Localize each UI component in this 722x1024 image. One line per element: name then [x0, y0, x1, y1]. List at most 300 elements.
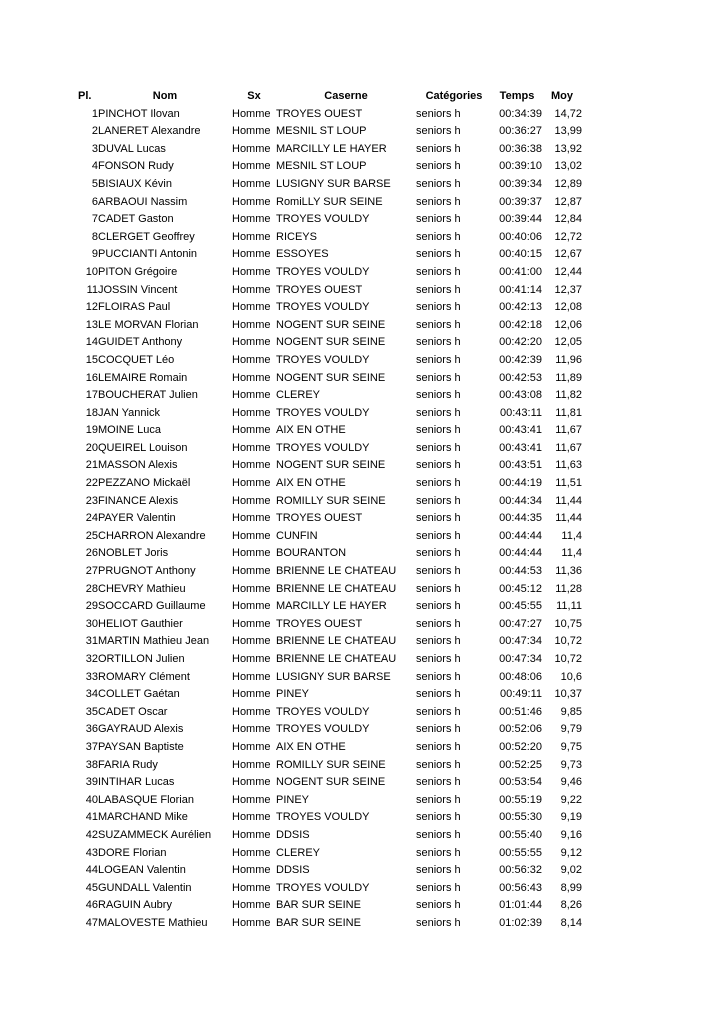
cell-nom: ARBAOUI Nassim	[98, 195, 188, 208]
table-row	[78, 282, 582, 300]
cell-place: 31	[85, 635, 98, 648]
cell-temps: 00:53:54	[499, 776, 542, 789]
cell-place: 17	[85, 389, 98, 402]
cell-moy: 11,81	[555, 406, 582, 419]
table-row	[78, 229, 582, 247]
cell-sx: Homme	[232, 529, 271, 542]
table-row	[78, 669, 582, 687]
cell-caserne: RICEYS	[276, 230, 317, 243]
cell-moy: 13,99	[554, 125, 582, 138]
cell-sx: Homme	[232, 424, 271, 437]
cell-moy: 12,89	[554, 177, 582, 190]
cell-sx: Homme	[232, 793, 271, 806]
cell-caserne: NOGENT SUR SEINE	[276, 776, 386, 789]
cell-moy: 11,82	[555, 389, 582, 402]
cell-moy: 11,36	[555, 565, 582, 578]
cell-moy: 11,63	[555, 459, 582, 472]
table-header	[78, 88, 582, 106]
cell-caserne: TROYES VOULDY	[276, 213, 370, 226]
cell-sx: Homme	[232, 248, 271, 261]
cell-categories: seniors h	[416, 195, 461, 208]
cell-place: 32	[85, 653, 98, 665]
cell-nom: LEMAIRE Romain	[98, 371, 188, 384]
cell-caserne: PINEY	[276, 688, 310, 701]
cell-place: 46	[85, 899, 98, 912]
cell-categories: seniors h	[416, 230, 461, 243]
cell-place: 45	[85, 881, 98, 894]
cell-sx: Homme	[232, 353, 271, 366]
cell-temps: 00:55:19	[499, 793, 542, 806]
cell-place: 21	[85, 459, 98, 472]
cell-moy: 11,44	[555, 494, 582, 507]
table-row	[78, 475, 582, 493]
cell-moy: 11,51	[555, 477, 582, 490]
cell-sx: Homme	[232, 477, 271, 490]
cell-moy: 9,12	[560, 846, 582, 859]
cell-sx: Homme	[232, 811, 271, 824]
cell-sx: Homme	[232, 265, 271, 278]
cell-place: 19	[85, 424, 98, 437]
cell-categories: seniors h	[416, 653, 461, 665]
cell-sx: Homme	[232, 758, 271, 771]
cell-sx: Homme	[232, 512, 271, 525]
cell-caserne: MARCILLY LE HAYER	[276, 142, 387, 155]
cell-temps: 00:41:14	[499, 283, 542, 296]
cell-sx: Homme	[232, 406, 271, 419]
cell-temps: 00:52:06	[499, 723, 542, 736]
cell-categories: seniors h	[416, 776, 461, 789]
table-row	[78, 774, 582, 792]
cell-categories: seniors h	[416, 142, 461, 155]
cell-place: 6	[91, 195, 98, 208]
cell-nom: PITON Grégoire	[98, 265, 178, 278]
cell-nom: LANERET Alexandre	[98, 125, 201, 138]
cell-place: 37	[85, 740, 98, 753]
cell-moy: 12,08	[554, 301, 582, 314]
table-row	[78, 616, 582, 634]
table-row	[78, 405, 582, 423]
cell-caserne: AIX EN OTHE	[276, 424, 346, 437]
table-row	[78, 457, 582, 475]
cell-temps: 00:44:53	[499, 565, 542, 578]
table-row	[78, 194, 582, 212]
cell-categories: seniors h	[416, 846, 461, 859]
cell-moy: 12,87	[554, 195, 582, 208]
cell-categories: seniors h	[416, 441, 461, 454]
cell-sx: Homme	[232, 705, 271, 718]
cell-caserne: BRIENNE LE CHATEAU	[276, 582, 397, 595]
cell-nom: LABASQUE Florian	[98, 793, 194, 806]
cell-caserne: TROYES VOULDY	[276, 705, 370, 718]
cell-categories: seniors h	[416, 125, 461, 138]
cell-sx: Homme	[232, 301, 271, 314]
table-row	[78, 352, 582, 370]
cell-place: 9	[91, 248, 98, 261]
cell-categories: seniors h	[416, 213, 461, 226]
table-row	[78, 651, 582, 669]
table-row	[78, 598, 582, 616]
cell-nom: SOCCARD Guillaume	[98, 600, 206, 613]
cell-temps: 00:43:41	[499, 441, 542, 454]
cell-moy: 11,67	[555, 441, 582, 454]
cell-temps: 00:45:12	[499, 582, 542, 595]
table-row	[78, 704, 582, 722]
table-row	[78, 827, 582, 845]
cell-place: 4	[91, 160, 98, 173]
cell-categories: seniors h	[416, 740, 461, 753]
cell-caserne: TROYES VOULDY	[276, 265, 370, 278]
table-row	[78, 422, 582, 440]
cell-categories: seniors h	[416, 916, 461, 929]
cell-moy: 11,28	[555, 582, 582, 595]
cell-caserne: ESSOYES	[276, 248, 329, 261]
cell-sx: Homme	[232, 494, 271, 507]
cell-nom: COCQUET Léo	[98, 353, 175, 366]
cell-nom: MOINE Luca	[98, 424, 161, 437]
cell-place: 23	[85, 494, 98, 507]
cell-temps: 00:55:55	[499, 846, 542, 859]
cell-categories: seniors h	[416, 301, 461, 314]
results-table	[78, 88, 582, 933]
cell-caserne: NOGENT SUR SEINE	[276, 459, 386, 472]
cell-nom: MARTIN Mathieu Jean	[98, 635, 210, 648]
cell-place: 33	[85, 670, 98, 683]
cell-temps: 00:39:34	[499, 177, 542, 190]
cell-nom: FLOIRAS Paul	[98, 301, 171, 314]
cell-temps: 00:42:20	[499, 336, 542, 349]
cell-caserne: BRIENNE LE CHATEAU	[276, 653, 397, 665]
cell-temps: 00:34:39	[499, 107, 542, 120]
cell-sx: Homme	[232, 547, 271, 560]
cell-sx: Homme	[232, 617, 271, 630]
cell-categories: seniors h	[416, 512, 461, 525]
cell-temps: 01:02:39	[499, 916, 542, 929]
cell-place: 36	[85, 723, 98, 736]
cell-caserne: PINEY	[276, 793, 310, 806]
cell-categories: seniors h	[416, 688, 461, 701]
column-header-temps: Temps	[499, 90, 535, 102]
cell-place: 28	[85, 582, 98, 595]
cell-moy: 8,26	[560, 899, 582, 912]
cell-sx: Homme	[232, 740, 271, 753]
cell-nom: FONSON Rudy	[98, 160, 174, 173]
cell-sx: Homme	[232, 776, 271, 789]
cell-temps: 00:55:30	[499, 811, 542, 824]
table-row	[78, 792, 582, 810]
cell-temps: 00:44:34	[499, 494, 542, 507]
cell-caserne: MARCILLY LE HAYER	[276, 600, 387, 613]
cell-sx: Homme	[232, 213, 271, 226]
cell-temps: 00:48:06	[499, 670, 542, 683]
cell-caserne: BRIENNE LE CHATEAU	[276, 635, 397, 648]
cell-nom: FARIA Rudy	[98, 758, 158, 771]
cell-temps: 00:44:44	[499, 529, 542, 542]
cell-nom: JOSSIN Vincent	[98, 283, 178, 296]
cell-temps: 00:43:11	[499, 406, 542, 419]
cell-moy: 11,67	[555, 424, 582, 437]
cell-place: 15	[85, 353, 98, 366]
cell-moy: 12,37	[554, 283, 582, 296]
cell-nom: INTIHAR Lucas	[98, 776, 175, 789]
cell-place: 27	[85, 565, 98, 578]
cell-moy: 9,73	[560, 758, 582, 771]
cell-place: 1	[91, 107, 98, 120]
cell-sx: Homme	[232, 881, 271, 894]
cell-moy: 11,96	[555, 353, 582, 366]
cell-temps: 00:39:44	[499, 213, 542, 226]
cell-categories: seniors h	[416, 529, 461, 542]
cell-caserne: TROYES OUEST	[276, 107, 363, 120]
cell-caserne: CLEREY	[276, 846, 321, 859]
cell-categories: seniors h	[416, 336, 461, 349]
cell-moy: 9,19	[560, 811, 582, 824]
table-row	[78, 317, 582, 335]
cell-place: 16	[85, 371, 98, 384]
cell-temps: 00:42:39	[499, 353, 542, 366]
cell-nom: CHEVRY Mathieu	[98, 582, 186, 595]
cell-place: 38	[85, 758, 98, 771]
cell-moy: 13,92	[554, 142, 582, 155]
cell-caserne: MESNIL ST LOUP	[276, 125, 367, 138]
cell-nom: MASSON Alexis	[98, 459, 178, 472]
cell-place: 47	[85, 916, 98, 929]
cell-categories: seniors h	[416, 864, 461, 877]
cell-sx: Homme	[232, 283, 271, 296]
table-body	[78, 106, 582, 933]
column-header-nom: Nom	[152, 90, 178, 102]
cell-nom: PAYSAN Baptiste	[98, 740, 184, 753]
table-row	[78, 809, 582, 827]
table-row	[78, 493, 582, 511]
cell-sx: Homme	[232, 336, 271, 349]
cell-moy: 12,84	[554, 213, 582, 226]
cell-categories: seniors h	[416, 811, 461, 824]
cell-moy: 14,72	[554, 107, 582, 120]
table-row	[78, 334, 582, 352]
cell-categories: seniors h	[416, 248, 461, 261]
cell-temps: 00:51:46	[499, 705, 542, 718]
cell-categories: seniors h	[416, 283, 461, 296]
cell-place: 29	[85, 600, 98, 613]
cell-categories: seniors h	[416, 828, 461, 841]
cell-nom: QUEIREL Louison	[98, 441, 188, 454]
cell-caserne: CUNFIN	[276, 529, 318, 542]
cell-nom: GUNDALL Valentin	[98, 881, 192, 894]
cell-sx: Homme	[232, 582, 271, 595]
table-row	[78, 721, 582, 739]
cell-caserne: BAR SUR SEINE	[276, 899, 361, 912]
cell-place: 25	[85, 529, 98, 542]
cell-caserne: BRIENNE LE CHATEAU	[276, 565, 397, 578]
cell-nom: PAYER Valentin	[98, 512, 176, 525]
cell-sx: Homme	[232, 371, 271, 384]
cell-categories: seniors h	[416, 899, 461, 912]
cell-categories: seniors h	[416, 371, 461, 384]
cell-caserne: TROYES OUEST	[276, 617, 363, 630]
table-row	[78, 123, 582, 141]
cell-nom: MARCHAND Mike	[98, 811, 188, 824]
cell-nom: CADET Oscar	[98, 705, 168, 718]
cell-place: 20	[85, 441, 98, 454]
cell-place: 35	[85, 705, 98, 718]
cell-place: 18	[85, 406, 98, 419]
cell-nom: NOBLET Joris	[98, 547, 169, 560]
table-row	[78, 106, 582, 124]
cell-sx: Homme	[232, 864, 271, 877]
table-row	[78, 915, 582, 933]
cell-moy: 11,89	[555, 371, 582, 384]
cell-nom: FINANCE Alexis	[98, 494, 179, 507]
cell-sx: Homme	[232, 125, 271, 138]
table-row	[78, 581, 582, 599]
cell-temps: 00:40:06	[499, 230, 542, 243]
cell-nom: HELIOT Gauthier	[98, 617, 183, 630]
cell-caserne: BAR SUR SEINE	[276, 916, 361, 929]
cell-temps: 00:42:53	[499, 371, 542, 384]
cell-caserne: NOGENT SUR SEINE	[276, 371, 386, 384]
table-row	[78, 176, 582, 194]
cell-moy: 12,44	[554, 265, 582, 278]
cell-place: 41	[85, 811, 98, 824]
cell-temps: 00:41:00	[499, 265, 542, 278]
cell-sx: Homme	[232, 899, 271, 912]
column-header-caserne: Caserne	[324, 90, 368, 102]
cell-moy: 11,4	[561, 547, 582, 560]
cell-nom: DORE Florian	[98, 846, 167, 859]
cell-nom: CHARRON Alexandre	[98, 529, 206, 542]
table-row	[78, 897, 582, 915]
cell-categories: seniors h	[416, 459, 461, 472]
cell-categories: seniors h	[416, 353, 461, 366]
cell-sx: Homme	[232, 230, 271, 243]
cell-moy: 11,44	[555, 512, 582, 525]
table-row	[78, 880, 582, 898]
table-row	[78, 633, 582, 651]
cell-temps: 00:44:44	[499, 547, 542, 560]
cell-nom: GAYRAUD Alexis	[98, 723, 184, 736]
cell-sx: Homme	[232, 670, 271, 683]
cell-sx: Homme	[232, 688, 271, 701]
cell-moy: 9,75	[560, 740, 582, 753]
cell-temps: 00:55:40	[499, 828, 542, 841]
cell-sx: Homme	[232, 441, 271, 454]
cell-place: 43	[85, 846, 98, 859]
cell-temps: 00:43:41	[499, 424, 542, 437]
cell-temps: 00:52:20	[499, 740, 542, 753]
cell-moy: 9,16	[560, 828, 582, 841]
cell-sx: Homme	[232, 916, 271, 929]
cell-caserne: TROYES VOULDY	[276, 881, 370, 894]
cell-place: 44	[85, 864, 98, 877]
cell-temps: 00:42:18	[499, 318, 542, 331]
cell-moy: 8,99	[560, 881, 582, 894]
cell-categories: seniors h	[416, 723, 461, 736]
cell-caserne: TROYES VOULDY	[276, 441, 370, 454]
cell-place: 14	[85, 336, 98, 349]
column-header-sx: Sx	[247, 90, 261, 102]
cell-caserne: RomiLLY SUR SEINE	[276, 195, 383, 208]
table-row	[78, 246, 582, 264]
cell-sx: Homme	[232, 177, 271, 190]
cell-moy: 10,37	[554, 688, 582, 701]
cell-nom: CADET Gaston	[98, 213, 174, 226]
cell-moy: 12,72	[554, 230, 582, 243]
table-row	[78, 563, 582, 581]
cell-place: 12	[85, 301, 98, 314]
cell-caserne: DDSIS	[276, 828, 310, 841]
table-row	[78, 739, 582, 757]
cell-temps: 00:44:19	[499, 477, 542, 490]
cell-place: 2	[91, 125, 98, 138]
cell-temps: 00:36:27	[499, 125, 542, 138]
cell-place: 30	[85, 617, 98, 630]
cell-place: 22	[85, 477, 98, 490]
cell-moy: 10,6	[560, 670, 582, 683]
cell-nom: ROMARY Clément	[98, 670, 190, 683]
table-row	[78, 264, 582, 282]
cell-categories: seniors h	[416, 600, 461, 613]
cell-place: 26	[85, 547, 98, 560]
cell-nom: SUZAMMECK Aurélien	[98, 828, 212, 841]
cell-nom: LE MORVAN Florian	[98, 318, 199, 331]
cell-caserne: LUSIGNY SUR BARSE	[276, 177, 391, 190]
cell-caserne: TROYES OUEST	[276, 283, 363, 296]
cell-categories: seniors h	[416, 160, 461, 173]
cell-temps: 00:45:55	[499, 600, 542, 613]
cell-moy: 13,02	[554, 160, 582, 173]
header-row	[78, 88, 582, 106]
cell-nom: GUIDET Anthony	[98, 336, 183, 349]
cell-categories: seniors h	[416, 424, 461, 437]
cell-temps: 01:01:44	[499, 899, 542, 912]
cell-nom: MALOVESTE Mathieu	[98, 916, 208, 929]
cell-categories: seniors h	[416, 177, 461, 190]
cell-temps: 00:42:13	[499, 301, 542, 314]
table-row	[78, 387, 582, 405]
cell-place: 24	[85, 512, 98, 525]
table-row	[78, 370, 582, 388]
cell-temps: 00:47:34	[499, 653, 542, 665]
cell-temps: 00:44:35	[499, 512, 542, 525]
cell-temps: 00:47:27	[499, 617, 542, 630]
cell-caserne: LUSIGNY SUR BARSE	[276, 670, 391, 683]
cell-nom: BOUCHERAT Julien	[98, 389, 198, 402]
cell-categories: seniors h	[416, 494, 461, 507]
cell-moy: 9,79	[560, 723, 582, 736]
cell-categories: seniors h	[416, 793, 461, 806]
cell-temps: 00:56:43	[499, 881, 542, 894]
cell-place: 8	[91, 230, 98, 243]
cell-sx: Homme	[232, 635, 271, 648]
cell-moy: 12,67	[554, 248, 582, 261]
cell-place: 7	[91, 213, 98, 226]
cell-sx: Homme	[232, 828, 271, 841]
cell-sx: Homme	[232, 318, 271, 331]
table-row	[78, 686, 582, 704]
cell-nom: PEZZANO Mickaël	[98, 477, 191, 490]
cell-caserne: BOURANTON	[276, 547, 347, 560]
cell-moy: 12,06	[554, 318, 582, 331]
cell-place: 34	[85, 688, 98, 701]
cell-categories: seniors h	[416, 881, 461, 894]
cell-temps: 00:43:08	[499, 389, 542, 402]
cell-place: 10	[85, 265, 98, 278]
cell-caserne: ROMILLY SUR SEINE	[276, 758, 386, 771]
table-row	[78, 141, 582, 159]
table-row	[78, 211, 582, 229]
table-row	[78, 158, 582, 176]
column-header-categories: Catégories	[425, 90, 483, 102]
